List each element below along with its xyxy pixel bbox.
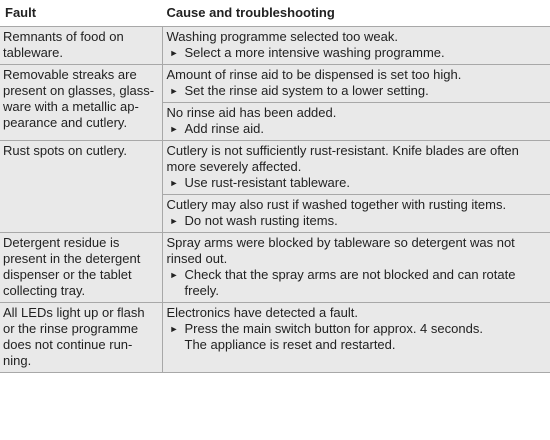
cause-text: Cutlery may also rust if washed together with rusting items. [166, 197, 507, 212]
solution-item [167, 121, 547, 137]
solution-text: Press the main switch button for approx. 4 seconds. [184, 321, 483, 336]
cause-text: Washing programme selected too weak. [166, 29, 398, 44]
solution-text: Add rinse aid. [184, 121, 264, 136]
table-row [0, 233, 550, 303]
solution-result-text: The appliance is reset and restarted. [184, 337, 396, 352]
column-header-fault: Fault [0, 0, 162, 27]
solution-item [167, 45, 547, 61]
cause-text: Cutlery is not sufficiently rust-resistant. Knife blades are often more severely affected. [166, 143, 519, 174]
arrow-bullet-icon: ► [169, 86, 179, 96]
fault-cell: Detergent residue is present in the detergent dispenser or the tablet collecting tray. [0, 233, 162, 303]
solution-text: Select a more intensive washing programme. [184, 45, 445, 60]
solution-text: Do not wash rusting items. [184, 213, 338, 228]
solution-item [167, 213, 547, 229]
cause-cell [162, 65, 550, 103]
solution-item [167, 321, 547, 337]
arrow-bullet-icon: ► [169, 48, 179, 58]
cause-text: Spray arms were blocked by tableware so detergent was not rinsed out. [166, 235, 515, 266]
table-row [0, 303, 550, 373]
fault-cell: Remnants of food on tableware. [0, 27, 162, 65]
solution-text: Use rust-resistant tableware. [184, 175, 350, 190]
cause-cell [162, 195, 550, 233]
arrow-bullet-icon: ► [169, 270, 179, 280]
table-row [0, 141, 550, 195]
solution-item [167, 83, 547, 99]
fault-cell: Rust spots on cutlery. [0, 141, 162, 233]
cause-cell [162, 233, 550, 303]
arrow-bullet-icon: ► [169, 124, 179, 134]
table-row [0, 65, 550, 103]
cause-cell [162, 27, 550, 65]
fault-cell: All LEDs light up or flash or the rinse programme does not continue run-ning. [0, 303, 162, 373]
arrow-bullet-icon: ► [169, 324, 179, 334]
column-header-cause: Cause and troubleshooting [162, 0, 550, 27]
cause-text: Electronics have detected a fault. [166, 305, 359, 320]
cause-text: No rinse aid has been added. [166, 105, 337, 120]
cause-text: Amount of rinse aid to be dispensed is set too high. [166, 67, 462, 82]
table-header-row [0, 0, 550, 27]
solution-text: Set the rinse aid system to a lower setting. [184, 83, 429, 98]
arrow-bullet-icon: ► [169, 216, 179, 226]
table-row [0, 27, 550, 65]
fault-cell: Removable streaks are present on glasses, glass-ware with a metallic ap-pearance and cutlery. [0, 65, 162, 141]
solution-item [167, 267, 547, 299]
solution-item [167, 175, 547, 191]
cause-cell [162, 303, 550, 373]
cause-cell [162, 141, 550, 195]
cause-cell [162, 103, 550, 141]
arrow-bullet-icon: ► [169, 178, 179, 188]
solution-text: Check that the spray arms are not blocked and can rotate freely. [184, 267, 516, 298]
